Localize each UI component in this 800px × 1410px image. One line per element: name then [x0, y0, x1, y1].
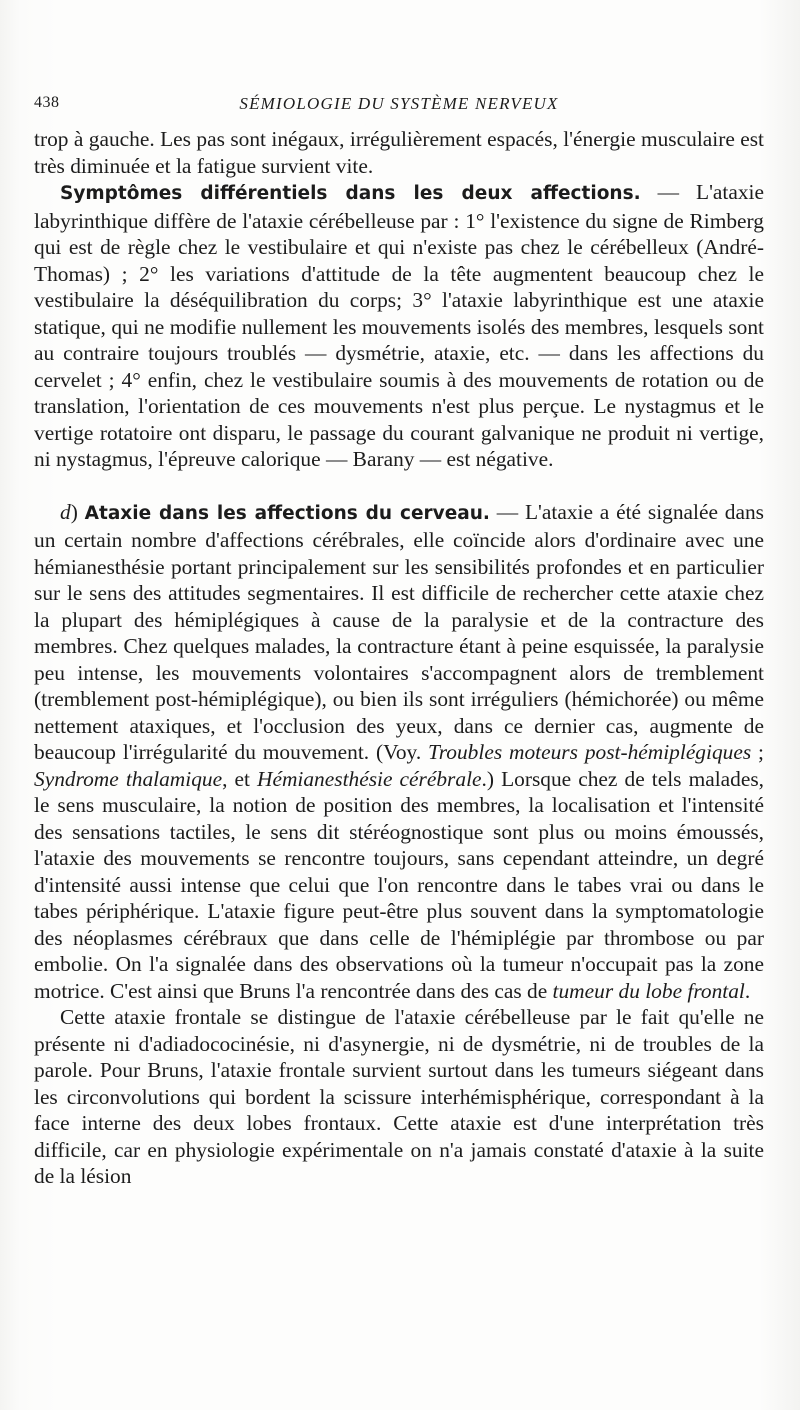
- text-run: , et: [222, 766, 258, 791]
- section-heading: Ataxie dans les affections du cerveau.: [84, 502, 490, 524]
- page-header: [34, 94, 764, 118]
- italic-text: Troubles moteurs post-hémiplégiques: [428, 740, 752, 764]
- text-run: ;: [751, 740, 764, 764]
- text-run: Cette ataxie frontale se distingue de l'ataxie cérébelleuse par le fait qu'elle ne présente ni d'adiadococinésie, ni d'asynergie, ni de dysmétrie, ni de troubles de la parole. Pour Bruns, l'ataxie frontale survient surtout dans les tumeurs siégeant dans les circonvolutions qui bordent la scissure interhémisphérique, correspondant à la face interne des deux lobes frontaux. Cette ataxie est d'une interprétation très difficile, car en physiologie expérimentale on n'a jamais constaté d'ataxie à la suite de la lésion: [34, 1005, 764, 1188]
- running-title: SÉMIOLOGIE DU SYSTÈME NERVEUX: [239, 94, 559, 113]
- italic-text: Hémianesthésie cérébrale: [257, 766, 482, 791]
- paragraph-differential-symptoms: [34, 179, 764, 473]
- page-number: 438: [34, 94, 60, 111]
- italic-text: d: [60, 499, 71, 524]
- body-text: [34, 126, 764, 1190]
- text-run: .: [744, 978, 751, 1003]
- section-heading: Symptômes différentiels dans les deux affections.: [60, 183, 641, 204]
- paragraph-frontal-ataxia: [34, 1004, 764, 1190]
- text-run: — L'ataxie a été signalée dans un certain nombre d'affections cérébrales, elle coïncide alors d'ordinaire avec une hémianesthésie portant principalement sur les sensibilités profondes et en particulier sur le sens des attitudes segmentaires. Il est difficile de rechercher cette ataxie chez la plupart des hémiplégiques à cause de la paralysie et de la contracture des membres. Chez quelques malades, la contracture étant à peine esquissée, la paralysie peu intense, les mouvements volontaires s'accompagnent alors de tremblement (tremblement post-hémiplégique), ou bien ils sont irréguliers (hémichorée) ou même nettement ataxiques, et l'occlusion des yeux, dans ce dernier cas, augmente de beaucoup l'irrégularité du mouvement. (Voy.: [34, 499, 764, 764]
- italic-text: tumeur du lobe frontal: [552, 978, 745, 1003]
- text-run: .) Lorsque chez de tels malades, le sens musculaire, la notion de position des membres, la localisation et l'intensité des sensations tactiles, le sens dit stéréognostique sont plus ou moins émoussés, l'ataxie des mouvements se rencontre toujours, sans cependant atteindre, un degré d'intensité aussi intense que celui que l'on rencontre dans le tabes vrai ou dans le tabes périphérique. L'ataxie figure peut-être plus souvent dans la symptomatologie des néoplasmes cérébraux que dans celle de l'hémiplégie par thrombose ou par embolie. On l'a signalée dans des observations où la tumeur n'occupait pas la zone motrice. C'est ainsi que Bruns l'a rencontrée dans des cas de: [34, 766, 764, 1003]
- text-run: trop à gauche. Les pas sont inégaux, irrégulièrement espacés, l'énergie musculaire est très diminuée et la fatigue survient vite.: [34, 127, 764, 178]
- paragraph-continuation: [34, 126, 764, 179]
- italic-text: Syndrome thalamique: [34, 766, 223, 791]
- text-run: — L'ataxie labyrinthique diffère de l'ataxie cérébelleuse par : 1° l'existence du signe de Rimberg qui est de règle chez le vestibulaire et qui n'existe pas chez le cérébelleux (André-Thomas) ; 2° les variations d'attitude de la tête augmentent beaucoup chez le vestibulaire la déséquilibration du corps; 3° l'ataxie labyrinthique est une ataxie statique, qui ne modifie nullement les mouvements isolés des membres, lesquels sont au contraire toujours troublés — dysmétrie, ataxie, etc. — dans les affections du cervelet ; 4° enfin, chez le vestibulaire soumis à des mouvements de rotation ou de translation, l'orientation de ces mouvements n'est plus perçue. Le nystagmus et le vertige rotatoire ont disparu, le passage du courant galvanique ne produit ni vertige, ni nystagmus, l'épreuve calorique — Barany — est négative.: [34, 180, 764, 471]
- paragraph-cerebral-ataxia: [34, 499, 764, 1005]
- text-run: ): [70, 499, 85, 524]
